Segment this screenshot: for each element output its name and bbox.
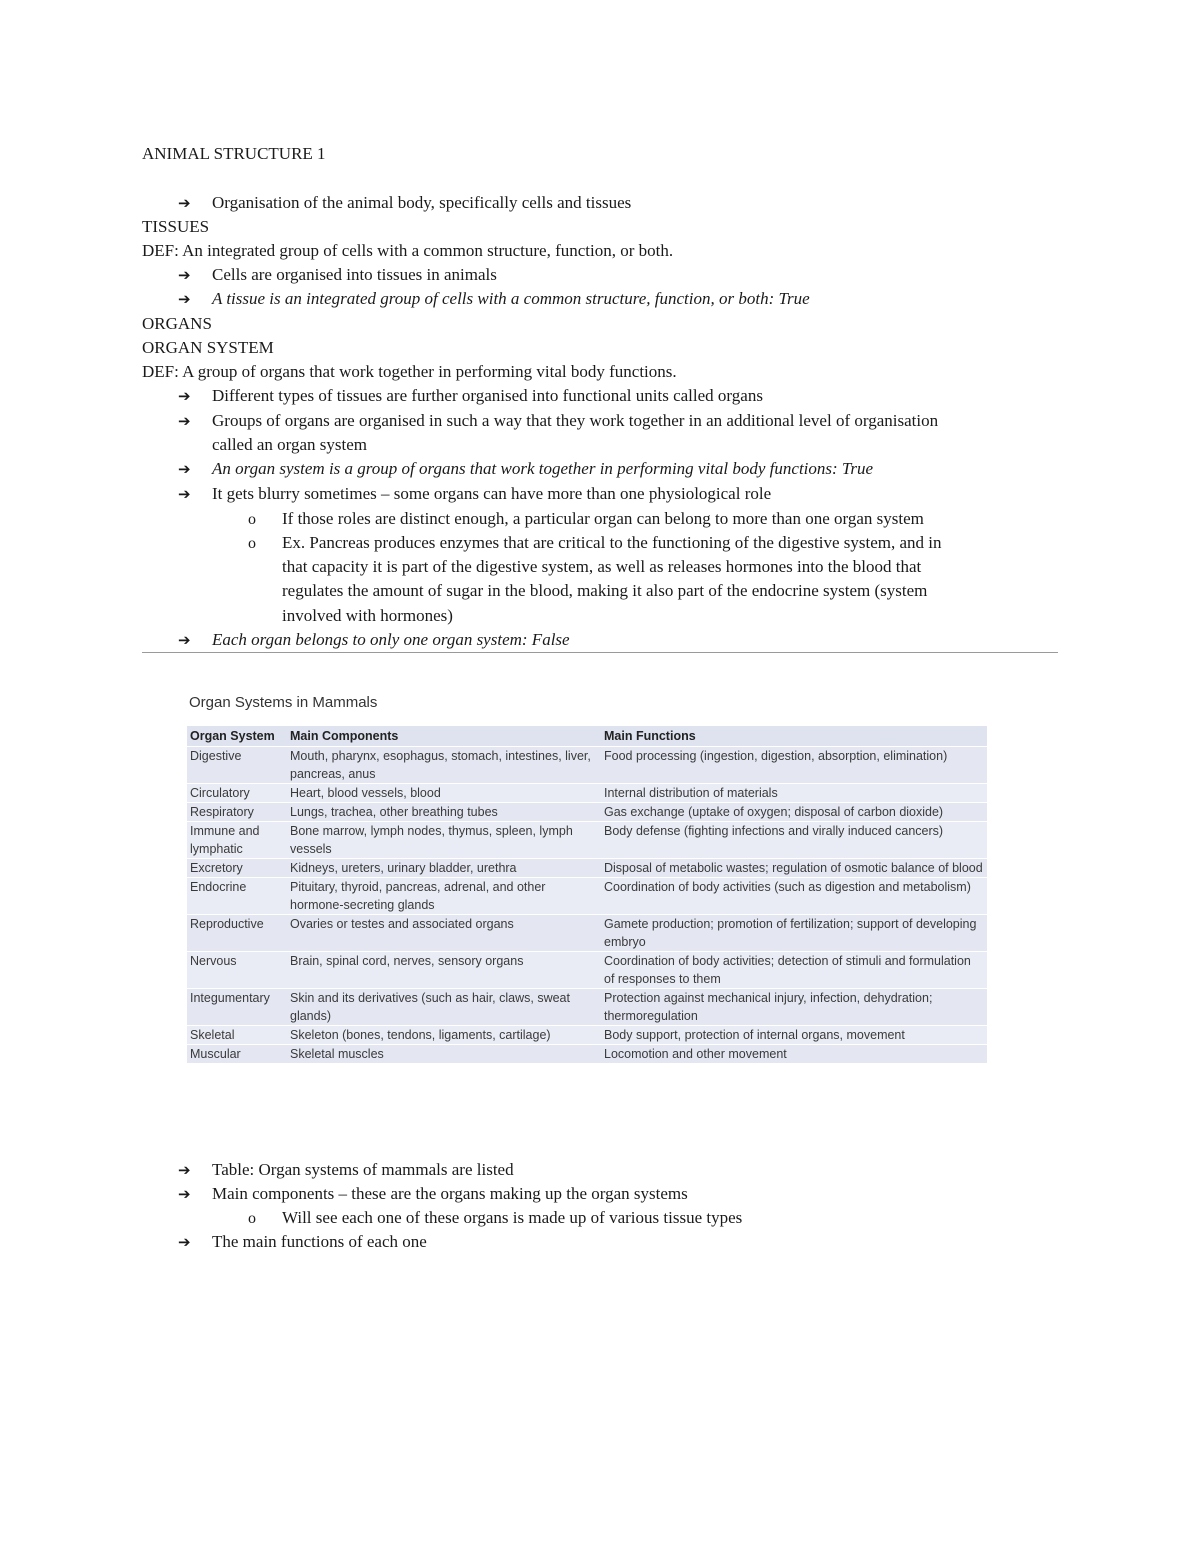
table-row	[187, 952, 987, 989]
table-row	[187, 1026, 987, 1045]
functions-cell: Body defense (fighting infections and virally induced cancers)	[601, 822, 987, 859]
components-cell: Brain, spinal cord, nerves, sensory organs	[287, 952, 601, 989]
functions-cell: Disposal of metabolic wastes; regulation of osmotic balance of blood	[601, 859, 987, 878]
tissues-bullet: ➔ A tissue is an integrated group of cells with a common structure, function, or both: True	[178, 287, 198, 311]
arrow-bullet-icon: ➔	[178, 1185, 191, 1203]
arrow-bullet-icon: ➔	[178, 412, 191, 430]
table-row	[187, 859, 987, 878]
components-cell: Lungs, trachea, other breathing tubes	[287, 803, 601, 822]
table-row	[187, 989, 987, 1026]
functions-cell: Coordination of body activities (such as digestion and metabolism)	[601, 878, 987, 915]
organ-system-bullet: ➔ It gets blurry sometimes – some organs can have more than one physiological role	[178, 482, 198, 506]
organ-system-sub-bullet: o Ex. Pancreas produces enzymes that are critical to the functioning of the digestive system, and in	[248, 531, 268, 556]
arrow-bullet-icon: ➔	[178, 194, 191, 212]
components-cell: Heart, blood vessels, blood	[287, 784, 601, 803]
arrow-bullet-icon: ➔	[178, 387, 191, 405]
components-cell: Pituitary, thyroid, pancreas, adrenal, and other hormone-secreting glands	[287, 878, 601, 915]
organ-system-cell: Skeletal	[187, 1026, 287, 1045]
intro-bullet: ➔ Organisation of the animal body, specifically cells and tissues	[178, 191, 198, 215]
organ-system-cell: Excretory	[187, 859, 287, 878]
table-row	[187, 915, 987, 952]
horizontal-divider	[142, 652, 1058, 653]
tissues-definition: DEF: An integrated group of cells with a common structure, function, or both.	[142, 241, 674, 260]
column-header: Main Functions	[601, 726, 987, 747]
organ-system-cell: Nervous	[187, 952, 287, 989]
functions-cell: Body support, protection of internal organs, movement	[601, 1026, 987, 1045]
circle-bullet-icon: o	[248, 535, 256, 552]
organ-system-cell: Digestive	[187, 747, 287, 784]
components-cell: Kidneys, ureters, urinary bladder, urethra	[287, 859, 601, 878]
organ-system-bullet: ➔ Different types of tissues are further organised into functional units called organs	[178, 384, 198, 408]
organ-system-cell: Immune and lymphatic	[187, 822, 287, 859]
after-table-bullet: ➔ The main functions of each one	[178, 1230, 198, 1254]
components-cell: Bone marrow, lymph nodes, thymus, spleen, lymph vessels	[287, 822, 601, 859]
tissues-bullet: ➔ Cells are organised into tissues in animals	[178, 263, 198, 287]
arrow-bullet-icon: ➔	[178, 1233, 191, 1251]
components-cell: Ovaries or testes and associated organs	[287, 915, 601, 952]
organ-systems-table	[187, 726, 987, 1063]
organ-system-bullet: ➔ An organ system is a group of organs that work together in performing vital body functions: True	[178, 457, 198, 481]
after-table-bullet: ➔ Table: Organ systems of mammals are listed	[178, 1158, 198, 1182]
document-title: ANIMAL STRUCTURE 1	[142, 144, 326, 163]
organ-system-heading: ORGAN SYSTEM	[142, 338, 274, 357]
table-header-row	[187, 726, 987, 747]
organ-system-cell: Integumentary	[187, 989, 287, 1026]
components-cell: Skeleton (bones, tendons, ligaments, cartilage)	[287, 1026, 601, 1045]
table-row	[187, 822, 987, 859]
tissues-heading: TISSUES	[142, 217, 210, 236]
arrow-bullet-icon: ➔	[178, 631, 191, 649]
table-row	[187, 878, 987, 915]
organ-system-cell: Respiratory	[187, 803, 287, 822]
arrow-bullet-icon: ➔	[178, 460, 191, 478]
organ-system-definition: DEF: A group of organs that work together in performing vital body functions.	[142, 362, 677, 381]
table-row	[187, 747, 987, 784]
arrow-bullet-icon: ➔	[178, 1161, 191, 1179]
components-cell: Skeletal muscles	[287, 1045, 601, 1064]
components-cell: Skin and its derivatives (such as hair, claws, sweat glands)	[287, 989, 601, 1026]
organ-system-bullet: ➔ Groups of organs are organised in such a way that they work together in an additional level of organisation	[178, 409, 198, 433]
components-cell: Mouth, pharynx, esophagus, stomach, intestines, liver, pancreas, anus	[287, 747, 601, 784]
table-title: Organ Systems in Mammals	[189, 694, 378, 711]
organ-system-bullet: ➔ Each organ belongs to only one organ system: False	[178, 628, 198, 652]
document-page: ANIMAL STRUCTURE 1 ➔ Organisation of the animal body, specifically cells and tissues TISSUES DEF: An integrated group of cells with a common structure, function, or both. ➔ Cells are organised into tissues in animals ➔ A tissue is an integrated group of cells with a common structure, function, or both: True ORGANS ORGAN SYSTEM DEF: A group of organs that work together in performing vital body functions. ➔ Different types of tissues are further organised into functional units called organs ➔ Groups of organs are organised in such a way that they work together in an additional level of organisation called an organ system ➔ An organ system is a group of organs that work together in performing vital body functions: True ➔ It gets blurry sometimes – some organs can have more than one physiological role o If those roles are distinct enough, a particular organ can belong to more than one organ system o Ex. Pancreas produces enzymes that are critical to the functioning of the digestive system, and in that capacity it is part of the digestive system, as well as releases hormones into the blood that regulates the amount of sugar in the blood, making it also part of the endocrine system (system involved with hormones) ➔ Each organ belongs to only one organ system: False Organ Systems in Mammals Organ System Main Components Main Functions Digestive Mouth, pharynx, esophagus, stomach, intestines, liver, pancreas, anus Food processing (ingestion, digestion, absorption, elimination) Circulatory Heart, blood vessels, blood Internal distribution of materials Respiratory Lungs, trachea, other breathing tubes Gas exchange (uptake of oxygen; disposal of carbon dioxide) Immune and lymphatic Bone marrow, lymph nodes, thymus, spleen, lymph vessels Body defense (fighting infections and virally induced cancers) Excretory Kidneys, ureters, urinary bladder, urethra Disposal of metabolic wastes; regulation of osmotic balance of blood Endocrine Pituitary, thyroid, pancreas, adrenal, and other hormone-secreting glands Coordination of body activities (such as digestion and metabolism) Reproductive Ovaries or testes and associated organs Gamete production; promotion of fertilization; support of developing embryo Nervous Brain, spinal cord, nerves, sensory organs Coordination of body activities; detection of stimuli and formulation of responses to them Integumentary Skin and its derivatives (such as hair, claws, sweat glands) Protection against mechanical injury, infection, dehydration; thermoregulation Skeletal Skeleton (bones, tendons, ligaments, cartilage) Body support, protection of internal organs, movement Muscular Skeletal muscles Locomotion and other movement ➔ Table: Organ systems of mammals are listed ➔ Main components – these are the organs making up the organ systems o Will see each one of these organs is made up of various tissue types ➔ The main functions of each one	[0, 0, 1200, 1553]
after-table-bullet: ➔ Main components – these are the organs making up the organ systems	[178, 1182, 198, 1206]
circle-bullet-icon: o	[248, 511, 256, 528]
functions-cell: Gamete production; promotion of fertilization; support of developing embryo	[601, 915, 987, 952]
functions-cell: Gas exchange (uptake of oxygen; disposal of carbon dioxide)	[601, 803, 987, 822]
functions-cell: Coordination of body activities; detection of stimuli and formulation of responses to them	[601, 952, 987, 989]
circle-bullet-icon: o	[248, 1210, 256, 1227]
functions-cell: Protection against mechanical injury, infection, dehydration; thermoregulation	[601, 989, 987, 1026]
column-header: Main Components	[287, 726, 601, 747]
functions-cell: Internal distribution of materials	[601, 784, 987, 803]
functions-cell: Food processing (ingestion, digestion, absorption, elimination)	[601, 747, 987, 784]
table-row	[187, 784, 987, 803]
organs-heading: ORGANS	[142, 314, 212, 333]
organ-system-cell: Endocrine	[187, 878, 287, 915]
organ-system-cell: Muscular	[187, 1045, 287, 1064]
arrow-bullet-icon: ➔	[178, 290, 191, 308]
arrow-bullet-icon: ➔	[178, 266, 191, 284]
table-row	[187, 1045, 987, 1064]
organ-system-cell: Circulatory	[187, 784, 287, 803]
column-header: Organ System	[187, 726, 287, 747]
after-table-sub-bullet: o Will see each one of these organs is made up of various tissue types	[248, 1206, 268, 1231]
table-row	[187, 803, 987, 822]
organ-system-cell: Reproductive	[187, 915, 287, 952]
functions-cell: Locomotion and other movement	[601, 1045, 987, 1064]
arrow-bullet-icon: ➔	[178, 485, 191, 503]
organ-system-sub-bullet: o If those roles are distinct enough, a particular organ can belong to more than one organ system	[248, 507, 268, 532]
